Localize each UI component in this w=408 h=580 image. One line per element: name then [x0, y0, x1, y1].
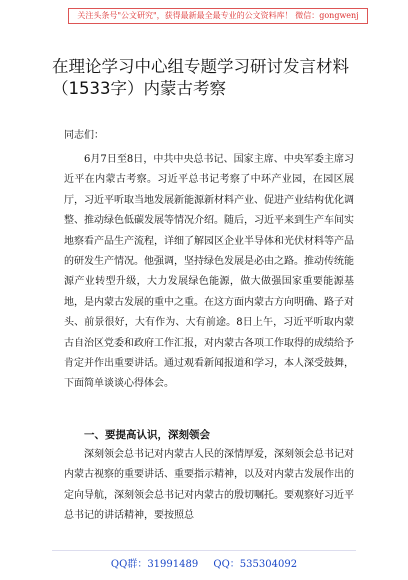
paragraph-2: 深刻领会总书记对内蒙古人民的深情厚爱，深刻领会总书记对内蒙古视察的重要讲话、重要指示精神，以及对内蒙古发展作出的定向导航，深刻领会总书记对内蒙古的殷切嘱托。要观察好习近平总书记的讲话精神，要按照总 — [64, 449, 354, 522]
section-heading-1: 一、要提高认识，深刻领会 — [84, 429, 210, 441]
footer-qq: QQ：535304092 — [213, 559, 298, 570]
header-banner — [68, 8, 368, 24]
paragraph-1: 6月7日至8日，中共中央总书记、国家主席、中央军委主席习近平在内蒙古考察。习近平总书记考察了中环产业园，在园区展厅，习近平听取当地发展新能源新材料产业、促进产业结构优化调整、推动绿色低碳发展等情况介绍。随后，习近平来到生产车间实地察看产品生产流程，详细了解园区企业半导体和光伏材料等产品的研发生产情况。他强调，坚持绿色发展是必由之路。推动传统能源产业转型升级，大力发展绿色能源，做大做强国家重要能源基地，是内蒙古发展的重中之重。在这方面内蒙古方向明确、路子对头、前景很好，大有作为、大有前途。8日上午，习近平听取内蒙古自治区党委和政府工作汇报，对内蒙古各项工作取得的成绩给予肯定并作出重要讲话。通过观看新闻报道和学习，本人深受鼓舞，下面简单谈谈心得体会。 — [64, 154, 354, 390]
header-banner-text: 关注头条号"公文研究"，获得最新最全最专业的公文资料库！ 微信：gongwenj — [77, 11, 359, 20]
footer-qq-group: QQ群：31991489 — [110, 559, 199, 570]
title-line-2: （1533字）内蒙古考察 — [52, 79, 226, 98]
footer — [0, 555, 408, 570]
document-title — [52, 56, 372, 100]
title-line-1: 在理论学习中心组专题学习研讨发言材料 — [52, 57, 349, 76]
salutation: 同志们： — [64, 130, 104, 141]
footer-divider — [52, 550, 356, 551]
